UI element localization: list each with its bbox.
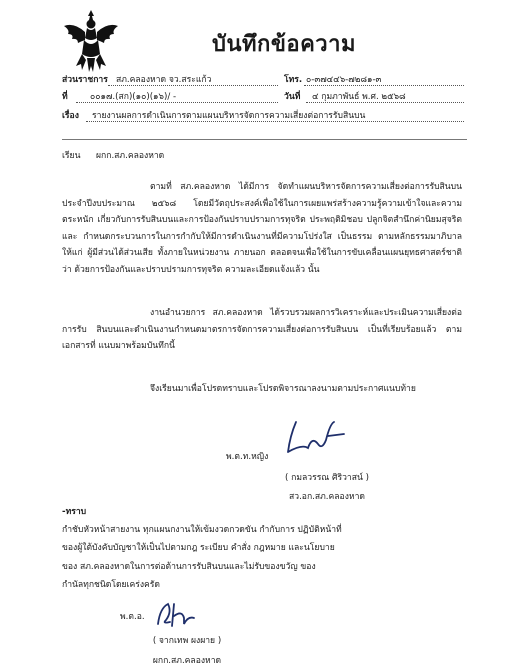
phone-label: โทร.	[284, 75, 303, 85]
subject-value: รายงานผลการดำเนินการตามแผนบริหารจัดการความเสี่ยงต่อการรับสินบน	[92, 111, 366, 121]
agency-value: สภ.คลองหาด จว.สระแก้ว	[116, 75, 212, 85]
date-value: ๔ กุมภาพันธ์ พ.ศ. ๒๕๖๘	[312, 92, 406, 102]
header-separator	[62, 139, 467, 140]
salutation-value: ผกก.สภ.คลองหาด	[96, 151, 165, 161]
closing-paragraph: จึงเรียนมาเพื่อโปรดทราบและโปรดพิจารณาลงนามตามประกาศแนบท้าย	[150, 384, 416, 394]
salutation-label: เรียน	[62, 151, 81, 161]
agency-label: ส่วนราชการ	[62, 75, 108, 85]
date-label: วันที่	[284, 92, 301, 102]
paragraph-2: งานอำนวยการ สภ.คลองหาด ได้รวบรวมผลการวิเคราะห์และประเมินความเสี่ยงต่อการรับ สินบนและดำเนินงานกำหนดมาตรการจัดการความเสี่ยงต่อการรับสินบน เป็นที่เรียบร้อยแล้ว ตามเอกสารที่ แนบมาพร้อมบันทึกนี้	[62, 308, 462, 352]
signature-2-icon	[150, 598, 210, 630]
garuda-emblem-icon	[62, 8, 120, 74]
signer-1-name: ( กมลวรรณ ศิริวาสน์ )	[285, 473, 369, 483]
ref-label: ที่	[62, 92, 68, 102]
endorsement-line-4: กำนัลทุกชนิดโดยเคร่งครัด	[62, 580, 161, 590]
endorsement-heading: -ทราบ	[62, 507, 87, 517]
memo-title: บันทึกข้อความ	[212, 32, 357, 57]
subject-label: เรื่อง	[62, 111, 79, 121]
endorsement-line-2: ของผู้ใต้บังคับบัญชาให้เป็นไปตามกฎ ระเบียบ คำสั่ง กฎหมาย และนโยบาย	[62, 543, 335, 553]
endorsement-line-1: กำชับหัวหน้าสายงาน ทุกแผนกงานให้เข้มงวดกวดขัน กำกับการ ปฏิบัติหน้าที่	[62, 525, 342, 535]
signer-1-position: สว.อก.สภ.คลองหาด	[289, 492, 365, 502]
endorsement-line-3: ของ สภ.คลองหาดในการต่อต้านการรับสินบนและไม่รับของขวัญ ของ	[62, 562, 316, 572]
signer-2-name: ( จากเทพ ผงผาย )	[152, 636, 222, 646]
paragraph-1: ตามที่ สภ.คลองหาด ได้มีการ จัดทำแผนบริหารจัดการความเสี่ยงต่อการรับสินบน ประจำปีงบประมาณ ๒๕๖๘ โดยมีวัตถุประสงค์เพื่อใช้ในการเผยแพร่สร้างความรู้ความเข้าใจและความตระหนัก เกี่ยวกับการรับสินบนและการป้องกันปราบปรามการทุจริต ประพฤติมิชอบ ปลูกจิตสำนึกค่านิยมสุจริต และ กำหนดกระบวนการในการกำกับให้มีการดำเนินงานที่มีความโปร่งใส เป็นธรรม ตามหลักธรรมมาภิบาล ให้แก่ ผู้มีส่วนได้ส่วนเสีย ทั้งภายในหน่วยงาน ภายนอก ตลอดจนเพื่อใช้ในการขับเคลื่อนแผนยุทธศาสตร์ชาติ ว่า ด้วยการป้องกันและปราบปรามการทุจริต ความละเอียดแจ้งแล้ว นั้น	[62, 182, 462, 275]
signer-2-position: ผกก.สภ.คลองหาด	[152, 656, 222, 666]
phone-value: ๐-๓๗๔๔๖-๗๒๘๑-๓	[306, 75, 382, 85]
signer-1-rank: พ.ต.ท.หญิง	[226, 452, 269, 462]
signer-2-rank: พ.ต.อ.	[120, 612, 145, 622]
ref-value: ๐๐๑๗.(สก)(๑๐)(๑๖)/ -	[90, 92, 177, 102]
signature-1-icon	[282, 414, 360, 462]
